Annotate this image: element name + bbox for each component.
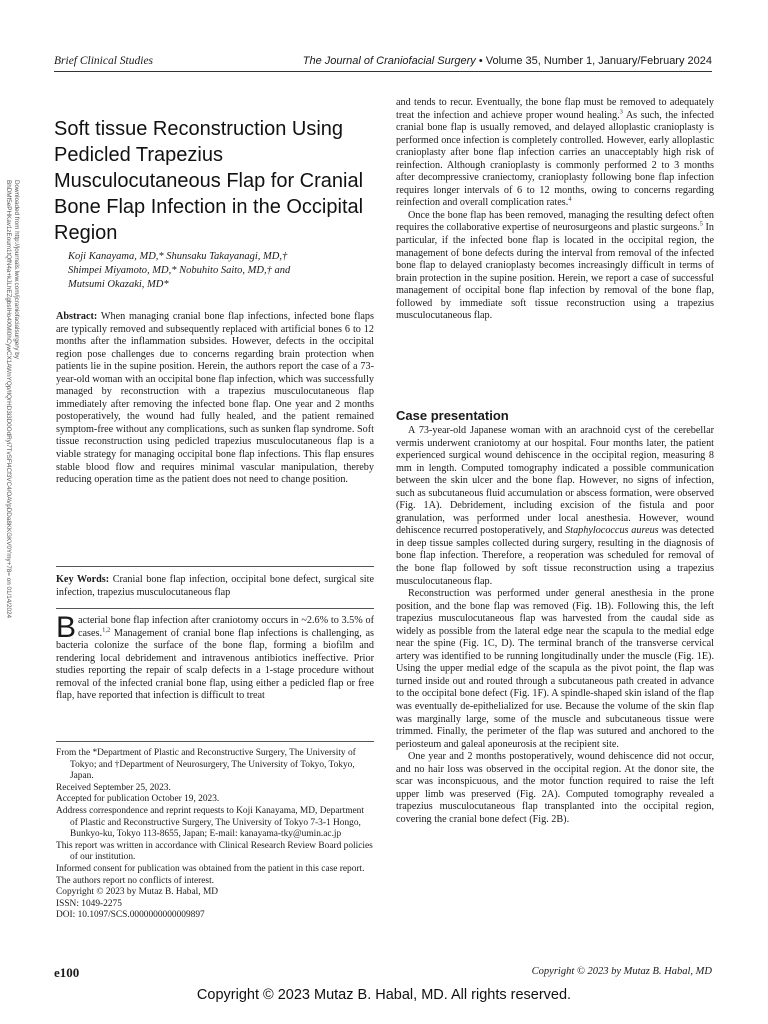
author-line: Shimpei Miyamoto, MD,* Nobuhito Saito, MD,† and — [68, 265, 291, 276]
affiliation-line: Address correspondence and reprint requests to Koji Kanayama, MD, Department of Plastic and Reconstructive Surgery, The University of Tokyo 7-3-1 Hongo, Bunkyo-ku, Tokyo 113-8655, Japan; E-mail: kanayama-tky@umin.ac.jp — [56, 805, 364, 840]
abstract-label: Abstract: — [56, 311, 98, 322]
body-paragraph — [396, 210, 714, 323]
body-text: was detected in deep tissue samples collected during surgery, resulting in the diagnosis of bone flap infection. Therefore, a reoperation was scheduled for removal of the bone flap followed by soft tissue reconstruction using a trapezius musculocutaneous flap. — [396, 525, 714, 587]
keywords-label: Key Words: — [56, 574, 110, 585]
organism-name: Staphylococcus aureus — [565, 525, 659, 537]
author-line: Koji Kanayama, MD,* Shunsaku Takayanagi, MD,† — [68, 251, 288, 262]
body-text: In particular, if the infected bone flap is located in the occipital region, the management of bone defects during the interval from removal of the infected bone flap to delayed cranioplasty becomes increasingly difficult in terms of brain protection in the supine position. Herein, we report a case of successful management of occipital bone flap infection by removal of the bone flap, followed by immediate soft tissue reconstruction using a trapezius musculocutaneous flap. — [396, 222, 714, 322]
journal-issue: • Volume 35, Number 1, January/February 2024 — [475, 55, 712, 67]
affiliation-rule — [56, 741, 374, 742]
citation: 5 — [699, 221, 703, 229]
intro-text: acterial bone flap infection after craniotomy occurs in ~2.6% to 3.5% of cases. — [78, 615, 374, 639]
header-rule — [54, 71, 712, 72]
right-column-intro — [396, 97, 714, 323]
affiliation-line: DOI: 10.1097/SCS.0000000000009897 — [56, 910, 205, 921]
affiliation-line: Accepted for publication October 19, 2023. — [56, 794, 220, 805]
abstract — [56, 311, 374, 487]
copyright-banner: Copyright © 2023 Mutaz B. Habal, MD. All rights reserved. — [196, 987, 572, 1003]
body-text: and tends to recur. Eventually, the bone flap must be removed to adequately treat the infection and achieve proper wound healing. — [396, 97, 714, 121]
body-paragraph — [396, 97, 714, 210]
case-presentation-body — [396, 425, 714, 827]
body-text: Once the bone flap has been removed, managing the resulting defect often requires the collaborative expertise of neurosurgeons and plastic surgeons. — [396, 209, 714, 234]
author-line: Mutsumi Okazaki, MD* — [68, 279, 169, 290]
intro-text: Management of cranial bone flap infections is challenging, as bacteria colonize the surface of the bone flap, forming a biofilm and rendering local debridement and intravenous antibiotics ineffective. Prior studies reporting the repair of scalp defects in a 1-stage procedure without removal of the infected cranial bone flap, using either a pedicled flap or free flap, have reported that infection is difficult to treat — [56, 627, 374, 702]
author-list — [68, 250, 378, 292]
affiliation-line: From the *Department of Plastic and Reconstructive Surgery, The University of Tokyo; and †Department of Neurosurgery, The University of Tokyo, Tokyo, Japan. — [56, 748, 356, 782]
affiliation-line: The authors report no conflicts of interest. — [56, 875, 215, 886]
citation: 1,2 — [102, 626, 111, 634]
affiliation-line: ISSN: 1049-2275 — [56, 898, 122, 909]
section-heading-case-presentation: Case presentation — [396, 408, 509, 423]
download-watermark-text: Downloaded from http://journals.lww.com/jcraniofacialsurgery by BhDMf5ePHKav1zEoum1tQfN4a+kJLhEZgbsIHo4XMi0hCywCX1AWnYQp/IlQrHD3i3D0OdRyi7TvSFl4Cf3VC4/OAVpDDa8KKGKV0Ymy+78= on 01/14/2024 — [5, 180, 20, 619]
page-number: e100 — [54, 965, 80, 980]
download-watermark — [2, 180, 22, 630]
running-header-section: Brief Clinical Studies — [54, 55, 154, 67]
journal-name: The Journal of Craniofacial Surgery — [302, 55, 476, 67]
affiliation-line: Received September 25, 2023. — [56, 782, 171, 793]
citation: 4 — [568, 195, 572, 203]
introduction-paragraph — [56, 611, 374, 703]
footer-copyright: Copyright © 2023 by Mutaz B. Habal, MD — [531, 966, 712, 977]
article-title: Soft tissue Reconstruction Using Pedicled Trapezius Musculocutaneous Flap for Cranial Bone Flap Infection in the Occipital Region — [54, 118, 364, 244]
affiliation-line: Copyright © 2023 by Mutaz B. Habal, MD — [56, 887, 219, 898]
abstract-text: When managing cranial bone flap infections, infected bone flaps are typically removed and subsequently replaced with artificial bones 6 to 12 months after the inflammation subsides. However, defects in the occipital region pose challenges due to concerns regarding brain protection when patients lie in the supine position. Herein, the authors report the case of a 73-year-old woman with an occipital bone flap infection, which was successfully managed by reconstruction with a trapezius musculocutaneous flap immediately after removing the infected bone flap. One year and 2 months postoperatively, the wound had fully healed, and the patient remained symptom-free without any complications, such as sunken flap syndrome. Soft tissue reconstruction using pedicled trapezius musculocutaneous flap is a viable strategy for managing occipital bone flap infections. This flap ensures stable blood flow and requires minimal vascular manipulation, thereby reducing operation time as the patient does not need to change position. — [56, 311, 374, 486]
body-paragraph: One year and 2 months postoperatively, wound dehiscence did not occur, and no hair loss was observed in the occipital region. At the donor site, the scar was inconspicuous, and the motor function required to raise the left upper limb was preserved (Fig. 2A). Computed tomography revealed a trapezius musculocutaneous flap transplanted into the occipital region, covering the cranial bone defect (Fig. 2B). — [396, 751, 714, 825]
affiliation-line: This report was written in accordance with Clinical Research Review Board policies of our institution. — [56, 840, 373, 863]
drop-cap: B — [56, 611, 77, 644]
running-header-journal — [303, 55, 712, 67]
affiliations — [56, 748, 374, 922]
body-paragraph: Reconstruction was performed under general anesthesia in the prone position, and the bone flap was removed (Fig. 1B). Following this, the left trapezius musculocutaneous flap was harvested from the caudal side as widely as possible from the lateral edge near the scapula to the medial edge near the spine (Fig. 1C, D). The terminal branch of the transverse cervical artery was identified to be running longitudinally under the muscle (Fig. 1E). Using the upper medial edge of the scapula as the pivot point, the flap was turned inside out and routed through a subcutaneous path created in advance to the occipital bone defect (Fig. 1F). A spindle-shaped skin island of the flap was eventually de-epithelialized for use. Because the volume of the skin flap was marginally large, some of the muscle and subcutaneous tissue were trimmed. Finally, the perimeter of the flap was sutured and anchored to the periosteum and galeal aponeurosis at the recipient site. — [396, 588, 714, 750]
keywords — [56, 574, 374, 599]
keywords-rule-top — [56, 566, 374, 567]
keywords-text: Cranial bone flap infection, occipital bone defect, surgical site infection, trapezius musculocutaneous flap — [56, 574, 374, 598]
body-text: A 73-year-old Japanese woman with an arachnoid cyst of the cerebellar vermis underwent craniotomy at our hospital. Four months later, the patient experienced surgical wound dehiscence in the occipital region, measuring 8 mm in length. Computed tomography indicated a possible communication between the skin ulcer and the bone flap. However, no signs of infection, such as subcutaneous fluid accumulation or abscess formation, were observed (Fig. 1A). Debridement, including excision of the fistula and poor granulation, was performed under local anesthesia. However, wound dehiscence recurred postoperatively, and — [396, 425, 714, 537]
affiliation-line: Informed consent for publication was obtained from the patient in this case report. — [56, 863, 365, 874]
body-paragraph — [396, 425, 714, 588]
keywords-rule-bottom — [56, 608, 374, 609]
citation: 3 — [619, 108, 623, 116]
body-text: As such, the infected cranial bone flap is usually removed, and delayed alloplastic cranioplasty is performed once infection is completely controlled. However, early alloplastic cranioplasty after bone flap infection carries an unacceptably high risk of reinfection. Although cranioplasty is commonly performed 2 to 3 months after decompressive craniectomy, cranioplasty following bone flap infection requires longer intervals of 6 to 12 months, owing to concerns regarding reinfection and overall complication rates. — [396, 109, 715, 209]
